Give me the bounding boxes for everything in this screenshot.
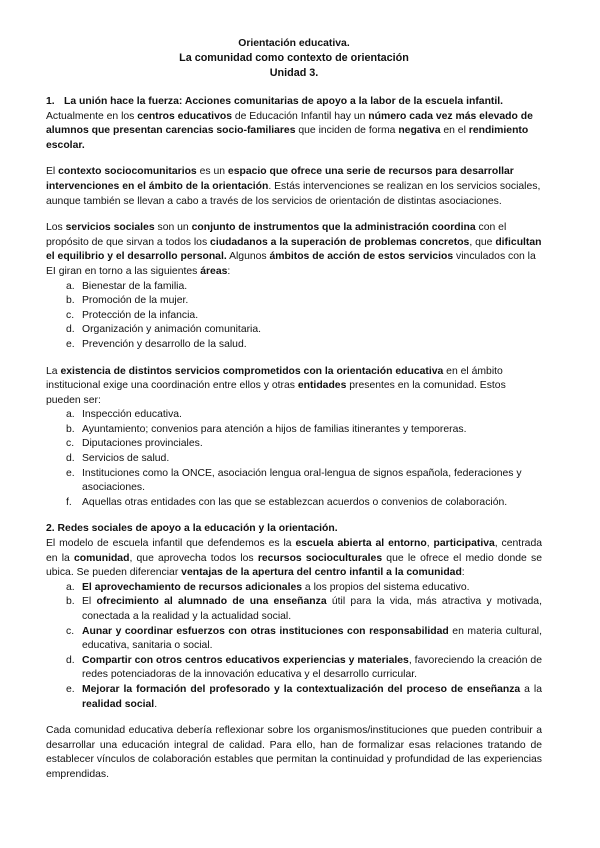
text-run: Aunar y coordinar esfuerzos con otras instituciones con responsabilidad [82, 625, 449, 637]
document-title: La comunidad como contexto de orientación [179, 52, 409, 64]
list-item [46, 280, 542, 295]
text-run: Organización y animación comunitaria. [82, 324, 262, 336]
list-marker: b. [66, 596, 75, 608]
entities-list [46, 408, 542, 510]
text-run: ofrecimiento al alumnado de una enseñanza [96, 596, 327, 608]
text-run: Promoción de la mujer. [82, 295, 189, 307]
section-2-heading: 2. Redes sociales de apoyo a la educación y la orientación. [46, 523, 338, 535]
text-run: , centrada en la [46, 538, 542, 564]
text-run: son un [154, 222, 192, 234]
section-1-paragraph-3 [46, 221, 542, 279]
list-item [46, 338, 542, 353]
text-run: presentes en la comunidad. Estos pueden ser: [46, 380, 506, 406]
list-item [46, 309, 542, 324]
text-run: a los propios del sistema educativo. [302, 581, 470, 593]
text-run: Mejorar la formación del profesorado y la contextualización del proceso de enseñanza [82, 683, 521, 695]
list-item [46, 625, 542, 654]
unit-label: Unidad 3. [269, 67, 319, 79]
text-run: en el [440, 125, 469, 137]
document-subject: Orientación educativa. [238, 38, 350, 49]
text-run: que inciden de forma [295, 125, 399, 137]
text-run: es un [196, 166, 228, 178]
text-run: Compartir con otros centros educativos experiencias y materiales [82, 654, 409, 666]
text-run: rendimiento escolar. [46, 125, 529, 151]
list-marker: d. [66, 324, 75, 336]
list-marker: e. [66, 683, 75, 695]
text-run: a la [520, 683, 542, 695]
list-item [46, 294, 542, 309]
text-run: : [227, 265, 231, 277]
text-run: Ayuntamiento; convenios para atención a hijos de familias itinerantes y temporeras. [82, 423, 467, 435]
text-run: Actualmente en los [46, 110, 138, 122]
text-run: con el propósito de que sirvan a todos los [46, 222, 507, 248]
section-1-number: 1. [46, 96, 55, 107]
text-run: dificultan el equilibrio y el desarrollo personal. [46, 236, 542, 263]
areas-list [46, 280, 542, 353]
list-marker: e. [66, 338, 75, 350]
text-run: conjunto de instrumentos que la administración coordina [191, 222, 476, 234]
list-item [46, 496, 542, 511]
list-item [46, 683, 542, 712]
text-run: entidades [297, 380, 347, 392]
list-marker: c. [66, 309, 75, 321]
text-run: áreas [200, 265, 228, 277]
text-run: , que aprovecha todos los [129, 552, 258, 564]
text-run: número cada vez más elevado de alumnos que presentan carencias socio-familiares [46, 110, 533, 137]
text-run: que le ofrece el medio donde se ubica. Se pueden diferenciar [46, 552, 542, 579]
list-item [46, 423, 542, 438]
text-run: existencia de distintos servicios comprometidos con la orientación educativa [60, 365, 444, 377]
list-marker: b. [66, 295, 75, 307]
list-marker: a. [66, 280, 75, 292]
list-marker: e. [66, 467, 75, 479]
section-1-paragraph-2 [46, 165, 542, 209]
list-marker: c. [66, 438, 75, 450]
text-run: Protección de la infancia. [82, 309, 199, 321]
list-marker: a. [66, 409, 75, 421]
list-marker: d. [66, 453, 75, 465]
text-run: participativa [433, 538, 495, 550]
text-run: , favoreciendo la creación de redes potenciadoras de la innovación educativa y el desarrollo curricular. [82, 654, 542, 681]
text-run: Aquellas otras entidades con las que se establezcan acuerdos o convenios de colaboración. [82, 496, 508, 508]
text-run: Prevención y desarrollo de la salud. [82, 338, 247, 350]
text-run: La [46, 365, 61, 377]
list-marker: a. [66, 581, 75, 593]
text-run: Bienestar de la familia. [82, 280, 188, 292]
text-run: ventajas de la apertura del centro infantil a la comunidad [181, 567, 462, 579]
text-run: ciudadanos a la superación de problemas concretos [210, 236, 470, 248]
section-2-paragraph-2 [46, 724, 542, 782]
list-item [46, 408, 542, 423]
text-run: en materia cultural, educativa, sanitaria o social. [82, 625, 542, 652]
text-run: realidad social [82, 698, 155, 710]
list-item [46, 437, 542, 452]
list-marker: c. [66, 625, 75, 637]
text-run: Instituciones como la ONCE, asociación lengua oral-lengua de signos española, federaciones y asociaciones. [82, 467, 522, 494]
list-item [46, 654, 542, 683]
text-run: Diputaciones provinciales. [82, 438, 203, 450]
text-run: Los [46, 222, 66, 234]
text-run: vinculados con la EI giran en torno a las siguientes [46, 251, 536, 277]
section-1-heading [46, 95, 542, 110]
text-run: de Educación Infantil hay un [231, 110, 369, 122]
section-2-paragraph-1 [46, 537, 542, 581]
text-run: comunidad [74, 552, 130, 564]
section-1-paragraph-4 [46, 365, 542, 409]
section-1-title: La unión hace la fuerza: Acciones comunitarias de apoyo a la labor de la escuela infantil. [64, 96, 504, 107]
text-run: , que [469, 236, 496, 248]
text-run: . Estás intervenciones se realizan en los servicios sociales, aunque también se llevan a cabo a través de los servicios de orientación de distintas asociaciones. [46, 180, 541, 207]
text-run: , [426, 538, 434, 550]
list-marker: d. [66, 654, 75, 666]
text-run: Algunos [226, 251, 270, 263]
text-run: en el ámbito institucional exige una coordinación entre ellos y otras [46, 365, 503, 392]
text-run: Servicios de salud. [82, 453, 170, 465]
text-run: El modelo de escuela infantil que defendemos es la [46, 538, 296, 550]
advantages-list [46, 581, 542, 712]
list-item [46, 595, 542, 624]
text-run: Cada comunidad educativa debería reflexionar sobre los organismos/instituciones que pueden contribuir a desarrollar una educación integral de calidad. Para ello, han de formalizar esas relaciones tratando de establecer vínculos de colaboración estables que permitan la continuidad y profundidad de las experiencias emprendidas. [46, 725, 542, 780]
text-run: contexto sociocomunitarios [58, 166, 197, 178]
text-run: recursos socioculturales [257, 552, 383, 564]
text-run: escuela abierta al entorno [295, 538, 427, 550]
list-item [46, 452, 542, 467]
text-run: servicios sociales [65, 222, 155, 234]
text-run: ámbitos de acción de estos servicios [269, 251, 454, 263]
text-run: centros educativos [137, 110, 232, 122]
text-run: El [46, 166, 59, 178]
text-run: El aprovechamiento de recursos adicionales [82, 581, 303, 593]
list-marker: b. [66, 423, 75, 435]
text-run: negativa [398, 125, 441, 137]
list-item [46, 323, 542, 338]
text-run: . [154, 698, 158, 710]
list-marker: f. [66, 496, 72, 508]
list-item [46, 581, 542, 596]
text-run: : [461, 567, 465, 579]
text-run: Inspección educativa. [82, 409, 182, 421]
text-run: espacio que ofrece una serie de recursos para desarrollar intervenciones en el ámbito de la orientación [46, 166, 514, 192]
text-run: útil para la vida, más atractiva y motivada, conectada a la realidad y la actualidad social. [82, 596, 542, 622]
section-1-paragraph-1 [46, 110, 542, 154]
text-run: El [82, 596, 97, 608]
list-item [46, 467, 542, 496]
